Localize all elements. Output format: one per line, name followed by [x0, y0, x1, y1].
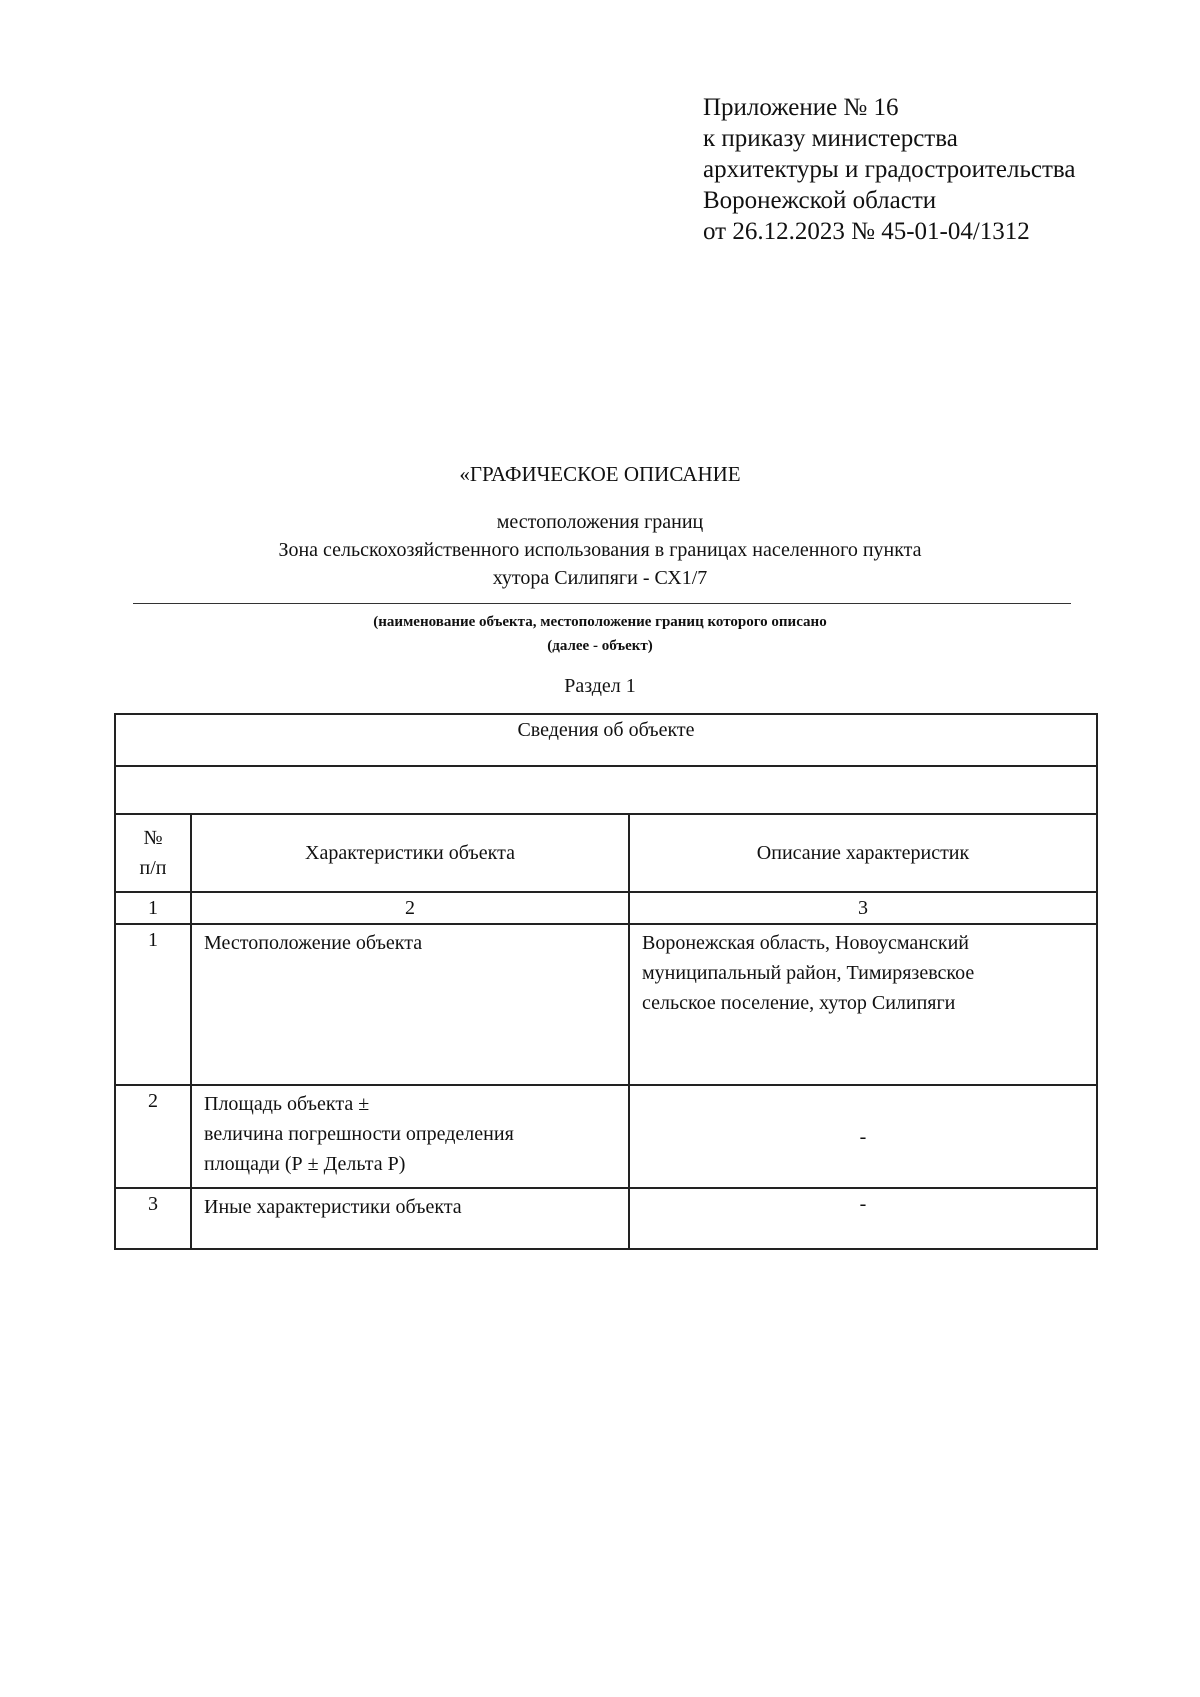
appendix-line: от 26.12.2023 № 45-01-04/1312 [703, 218, 1030, 245]
row-number: 2 [115, 1085, 191, 1188]
row-number: 3 [115, 1188, 191, 1249]
characteristic-line: Площадь объекта ± [204, 1093, 370, 1115]
column-header-num [115, 814, 191, 892]
name-underline [133, 603, 1071, 604]
description-line: Воронежская область, Новоусманский [642, 932, 969, 954]
subtitle-line: хутора Силипяги - СХ1/7 [492, 567, 708, 589]
characteristic-line: величина погрешности определения [204, 1123, 514, 1145]
column-number: 2 [191, 892, 629, 924]
section-title: Раздел 1 [564, 675, 636, 697]
appendix-line: Приложение № 16 [703, 94, 899, 121]
table-row [115, 924, 1097, 1085]
row-number: 1 [115, 924, 191, 1085]
row-description [629, 924, 1097, 1085]
object-info-table [114, 713, 1098, 1250]
table-row [115, 1085, 1097, 1188]
column-number: 1 [115, 892, 191, 924]
table-row [115, 1188, 1097, 1249]
row-characteristic: Иные характеристики объекта [191, 1188, 629, 1249]
characteristic-line: площади (Р ± Дельта Р) [204, 1153, 406, 1175]
table-column-number-row [115, 892, 1097, 924]
row-description: - [629, 1085, 1097, 1188]
description-line: сельское поселение, хутор Силипяги [642, 992, 956, 1014]
column-header-num-line: № [143, 827, 163, 849]
table-empty-cell [115, 766, 1097, 814]
subtitle-line: Зона сельскохозяйственного использования в границах населенного пункта [278, 539, 922, 561]
appendix-header [703, 92, 1075, 247]
table-column-header-row [115, 814, 1097, 892]
document-subtitle [0, 508, 1200, 592]
caption-line: (наименование объекта, местоположение границ которого описано [373, 614, 827, 630]
column-header-characteristics: Характеристики объекта [191, 814, 629, 892]
column-header-num-line: п/п [139, 857, 167, 879]
object-caption [0, 610, 1200, 658]
appendix-line: Воронежской области [703, 187, 937, 214]
table-header-cell: Сведения об объекте [115, 714, 1097, 766]
subtitle-line: местоположения границ [496, 511, 704, 533]
column-header-description: Описание характеристик [629, 814, 1097, 892]
appendix-line: архитектуры и градостроительства [703, 156, 1076, 183]
row-characteristic: Местоположение объекта [191, 924, 629, 1085]
table-empty-row [115, 766, 1097, 814]
row-characteristic [191, 1085, 629, 1188]
row-description: - [629, 1188, 1097, 1249]
table-header-row [115, 714, 1097, 766]
column-number: 3 [629, 892, 1097, 924]
description-line: муниципальный район, Тимирязевское [642, 962, 975, 984]
document-title: «ГРАФИЧЕСКОЕ ОПИСАНИЕ [459, 462, 741, 486]
appendix-line: к приказу министерства [703, 125, 958, 152]
caption-line: (далее - объект) [547, 638, 653, 654]
